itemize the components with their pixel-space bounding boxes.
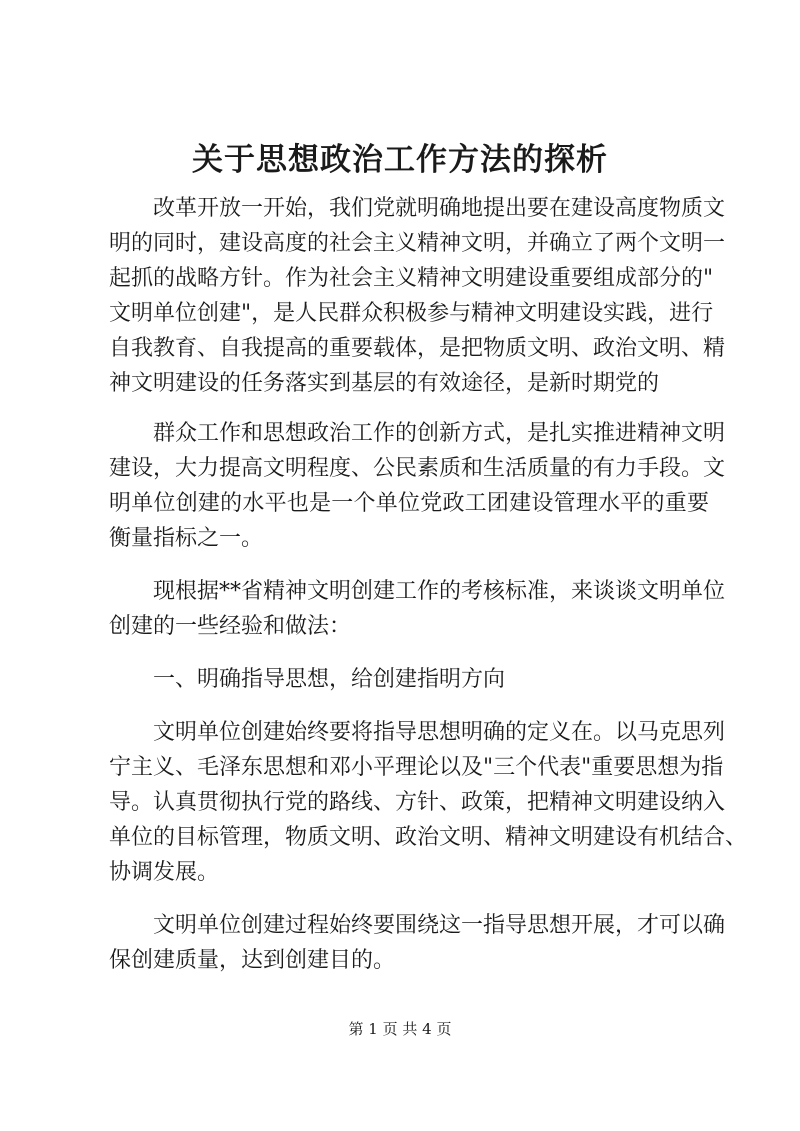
paragraph-line: 改革开放一开始，我们党就明确地提出要在建设高度物质文 (153, 196, 726, 221)
paragraph-line: 自我教育、自我提高的重要载体，是把物质文明、政治文明、精 (109, 336, 726, 361)
section-heading: 一、明确指导思想，给创建指明方向 (153, 667, 506, 692)
paragraph-line: 单位的目标管理，物质文明、政治文明、精神文明建设有机结合、 (109, 825, 748, 850)
paragraph-line: 明的同时，建设高度的社会主义精神文明，并确立了两个文明一 (109, 231, 726, 256)
paragraph-line: 文明单位创建始终要将指导思想明确的定义在。以马克思列 (153, 720, 726, 745)
paragraph-line: 文明单位创建"，是人民群众积极参与精神文明建设实践，进行 (109, 301, 714, 326)
paragraph-line: 现根据**省精神文明创建工作的考核标准，来谈谈文明单位 (153, 579, 726, 604)
paragraph-line: 宁主义、毛泽东思想和邓小平理论以及"三个代表"重要思想为指 (109, 755, 724, 780)
paragraph-line: 协调发展。 (109, 860, 220, 885)
paragraph-line: 建设，大力提高文明程度、公民素质和生活质量的有力手段。文 (109, 456, 726, 481)
paragraph-line: 衡量指标之一。 (109, 526, 264, 551)
paragraph-line: 起抓的战略方针。作为社会主义精神文明建设重要组成部分的" (109, 266, 714, 291)
page-footer: 第 1 页 共 4 页 (348, 1020, 452, 1038)
paragraph-line: 明单位创建的水平也是一个单位党政工团建设管理水平的重要 (109, 491, 709, 516)
paragraph-line: 文明单位创建过程始终要围绕这一指导思想开展，才可以确 (153, 913, 726, 938)
document-title: 关于思想政治工作方法的探析 (192, 142, 608, 178)
paragraph-line: 导。认真贯彻执行党的路线、方针、政策，把精神文明建设纳入 (109, 790, 726, 815)
paragraph-line: 神文明建设的任务落实到基层的有效途径，是新时期党的 (109, 371, 660, 396)
paragraph-line: 群众工作和思想政治工作的创新方式，是扎实推进精神文明 (153, 421, 726, 446)
paragraph-line: 保创建质量，达到创建目的。 (109, 948, 396, 973)
paragraph-line: 创建的一些经验和做法： (109, 614, 352, 639)
